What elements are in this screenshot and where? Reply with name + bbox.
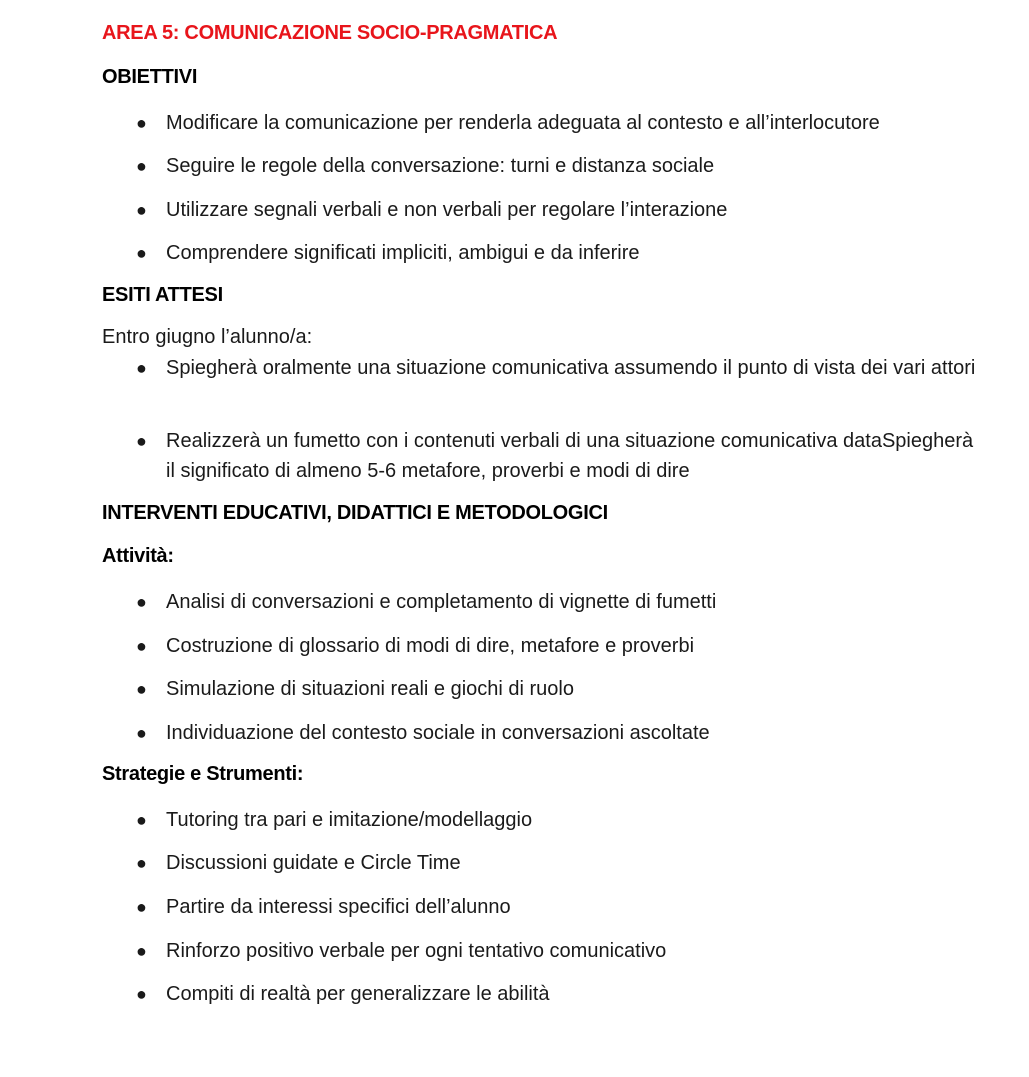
list-item <box>136 587 976 617</box>
area-title: AREA 5: COMUNICAZIONE SOCIO-PRAGMATICA <box>102 22 558 44</box>
attivita-text: Analisi di conversazioni e completamento di vignette di fumetti <box>166 591 717 613</box>
esiti-heading: ESITI ATTESI <box>102 284 223 306</box>
bullet-icon: ● <box>136 897 147 917</box>
bullet-icon: ● <box>136 723 147 743</box>
esiti-intro: Entro giugno l’alunno/a: <box>102 326 313 348</box>
bullet-icon: ● <box>136 810 147 830</box>
bullet-icon: ● <box>136 431 147 451</box>
bullet-icon: ● <box>136 243 147 263</box>
esito-text: Realizzerà un fumetto con i contenuti verbali di una situazione comunicativa dataSpiegherà il significato di almeno 5-6 metafore, proverbi e modi di dire <box>166 430 974 482</box>
strategie-heading: Strategie e Strumenti: <box>102 763 304 785</box>
esito-text: Spiegherà oralmente una situazione comunicativa assumendo il punto di vista dei vari attori <box>166 357 976 379</box>
bullet-icon: ● <box>136 358 147 378</box>
strategia-text: Tutoring tra pari e imitazione/modellaggio <box>166 809 533 831</box>
list-item <box>136 674 976 704</box>
list-item <box>136 979 976 1009</box>
strategia-text: Partire da interessi specifici dell’alunno <box>166 896 511 918</box>
list-item <box>136 718 976 748</box>
strategia-text: Rinforzo positivo verbale per ogni tentativo comunicativo <box>166 940 667 962</box>
attivita-text: Simulazione di situazioni reali e giochi di ruolo <box>166 678 574 700</box>
bullet-icon: ● <box>136 679 147 699</box>
list-item <box>136 805 976 835</box>
list-item <box>136 631 976 661</box>
list-item <box>136 151 976 181</box>
obiettivo-text: Modificare la comunicazione per renderla adeguata al contesto e all’interlocutore <box>166 112 880 134</box>
obiettivo-text: Utilizzare segnali verbali e non verbali per regolare l’interazione <box>166 199 728 221</box>
strategia-text: Compiti di realtà per generalizzare le abilità <box>166 983 550 1005</box>
attivita-text: Individuazione del contesto sociale in conversazioni ascoltate <box>166 722 710 744</box>
bullet-icon: ● <box>136 853 147 873</box>
list-item <box>136 892 976 922</box>
attivita-text: Costruzione di glossario di modi di dire, metafore e proverbi <box>166 635 695 657</box>
list-item <box>136 238 976 268</box>
bullet-icon: ● <box>136 592 147 612</box>
obiettivo-text: Seguire le regole della conversazione: turni e distanza sociale <box>166 155 715 177</box>
bullet-icon: ● <box>136 156 147 176</box>
bullet-icon: ● <box>136 113 147 133</box>
bullet-icon: ● <box>136 941 147 961</box>
attivita-heading: Attività: <box>102 545 174 567</box>
list-item <box>136 936 976 966</box>
bullet-icon: ● <box>136 984 147 1004</box>
list-item <box>136 195 976 225</box>
list-item <box>136 848 976 878</box>
list-item <box>136 108 976 138</box>
bullet-icon: ● <box>136 636 147 656</box>
obiettivi-heading: OBIETTIVI <box>102 66 198 88</box>
list-item <box>136 353 976 383</box>
interventi-heading: INTERVENTI EDUCATIVI, DIDATTICI E METODOLOGICI <box>102 502 608 524</box>
list-item <box>136 426 976 486</box>
strategia-text: Discussioni guidate e Circle Time <box>166 852 461 874</box>
bullet-icon: ● <box>136 200 147 220</box>
obiettivo-text: Comprendere significati impliciti, ambigui e da inferire <box>166 242 640 264</box>
